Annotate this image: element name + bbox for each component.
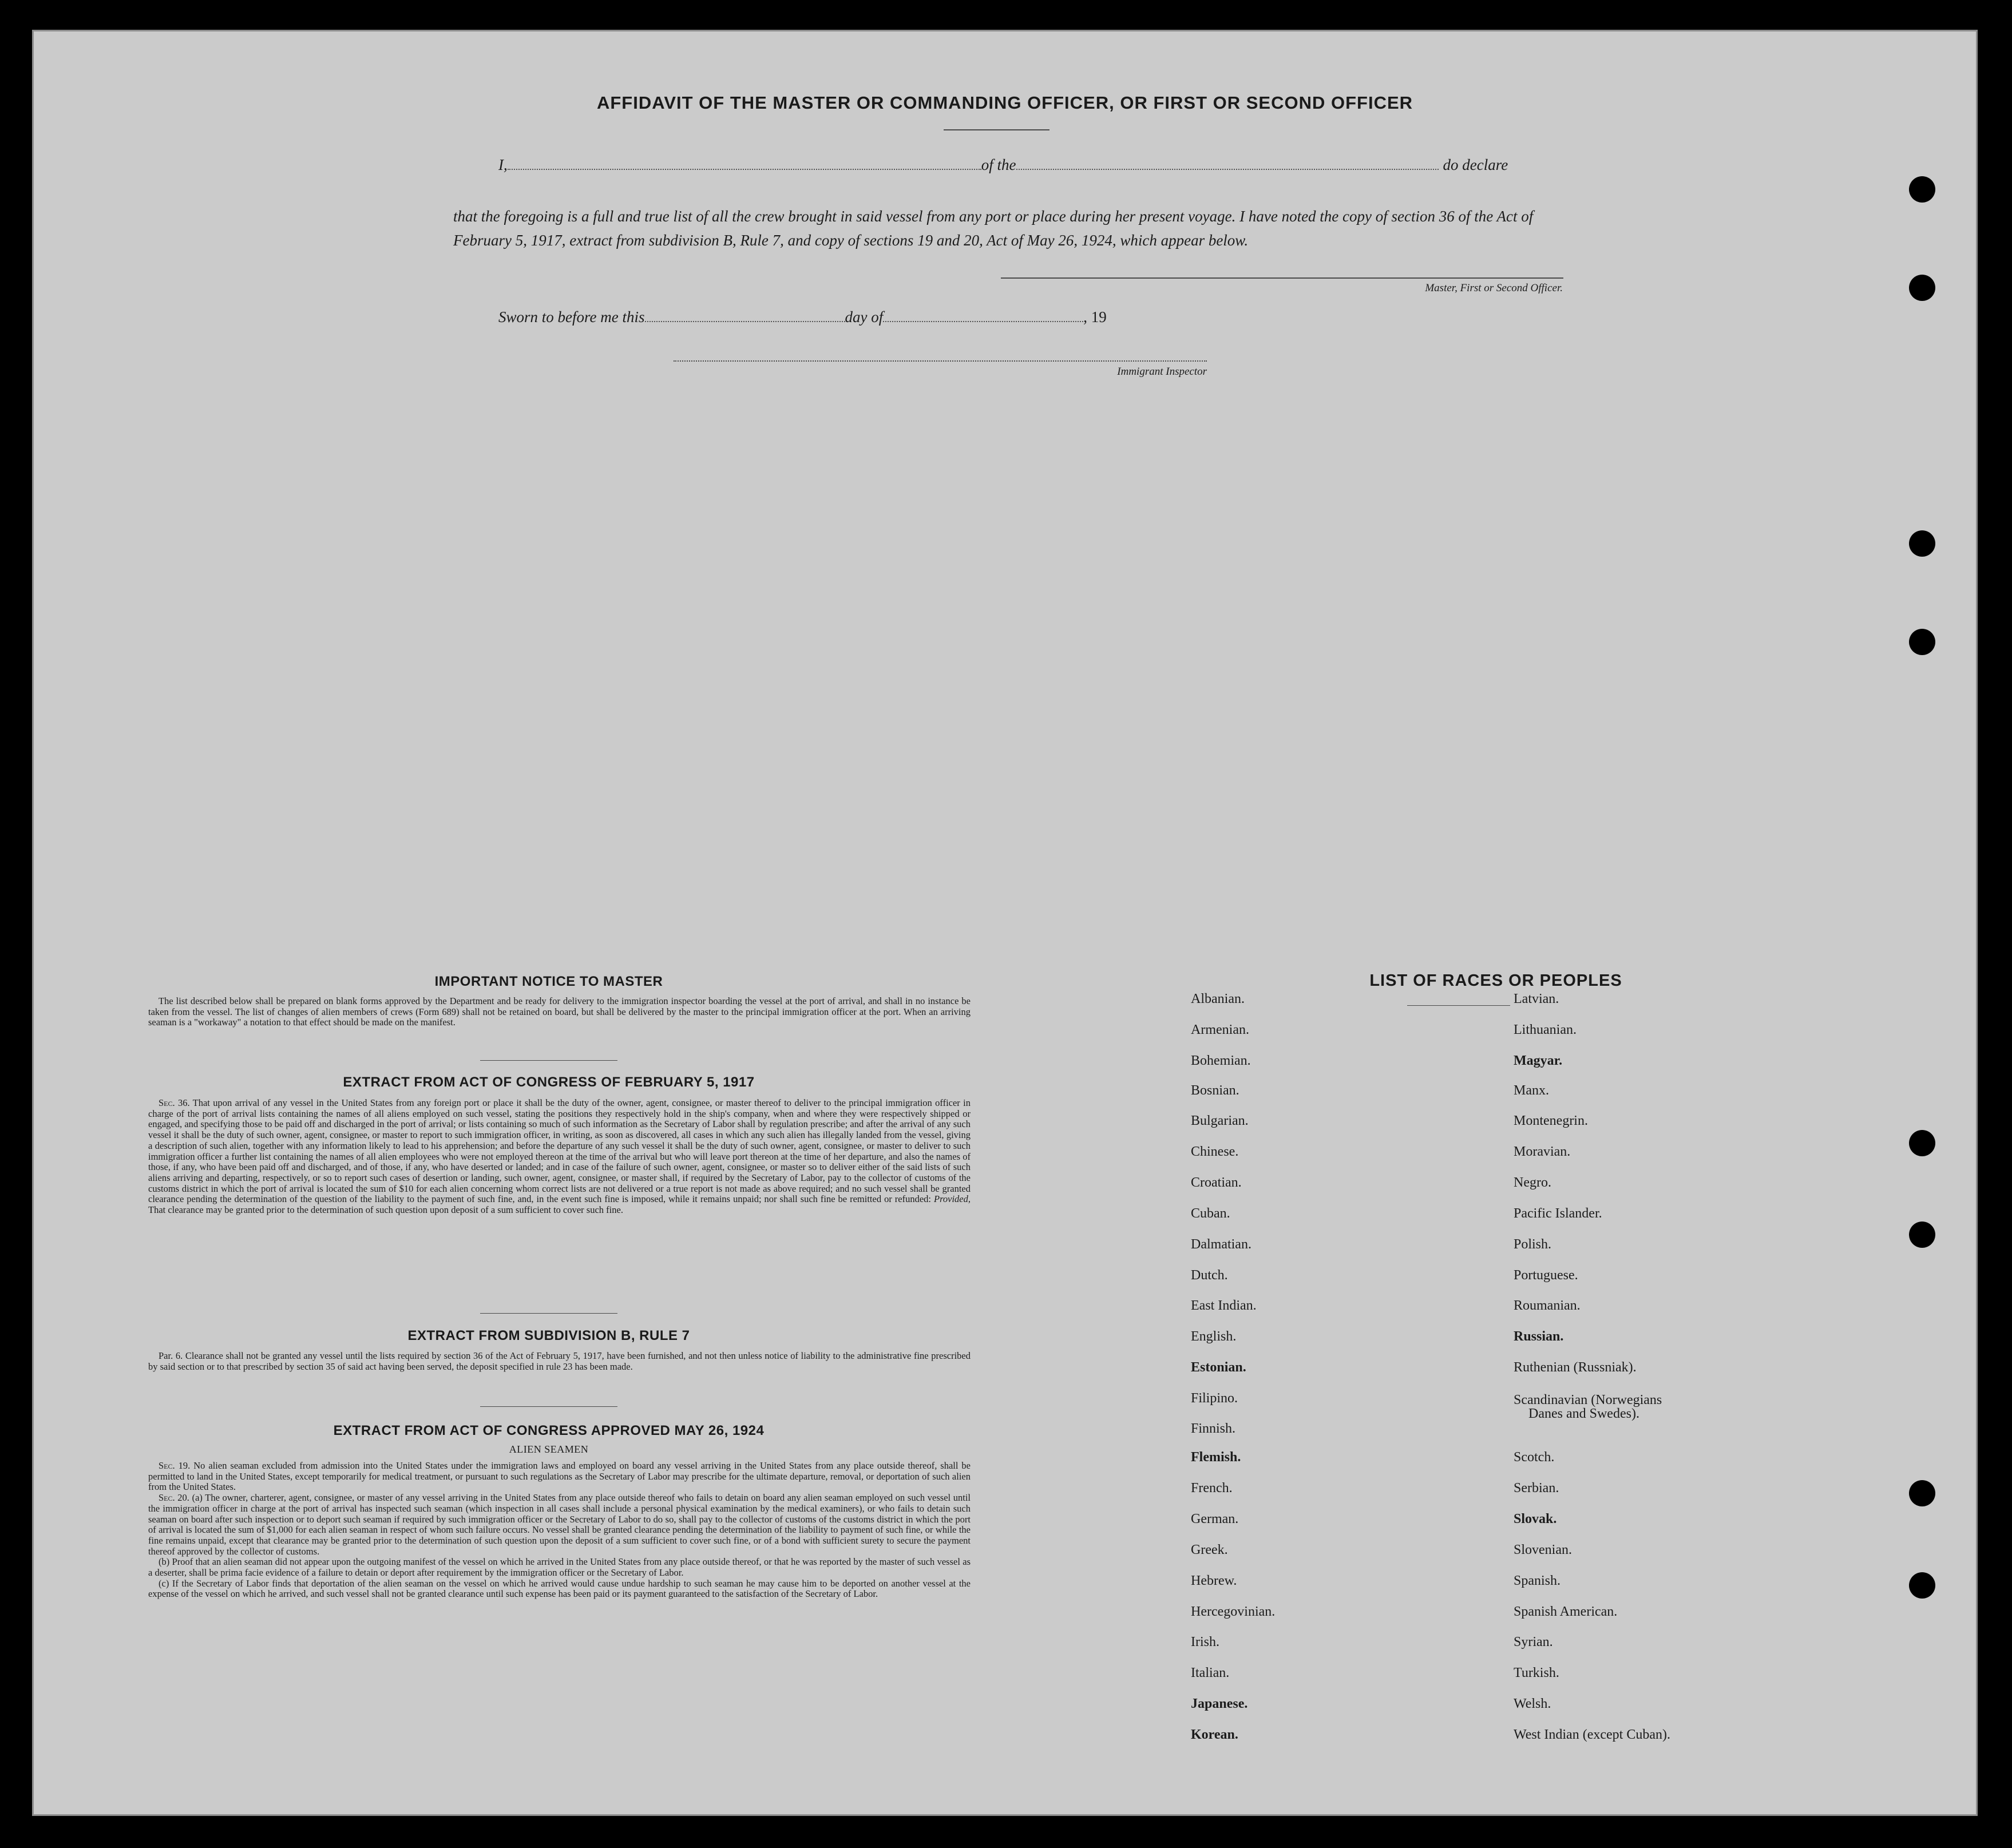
race-item: Roumanian. [1514, 1298, 1581, 1313]
sworn-day-field[interactable] [645, 310, 845, 322]
race-item: Irish. [1191, 1635, 1219, 1649]
race-item: Slovak. [1514, 1512, 1557, 1526]
race-item: Bosnian. [1191, 1083, 1239, 1098]
race-item: West Indian (except Cuban). [1514, 1727, 1670, 1742]
race-item: Flemish. [1191, 1450, 1241, 1465]
title-divider [944, 129, 1049, 130]
binder-hole [1909, 1572, 1935, 1599]
inspector-signature-line[interactable] [674, 360, 1207, 362]
race-item: English. [1191, 1329, 1237, 1344]
race-item: Turkish. [1514, 1665, 1559, 1680]
extract-1917-title: EXTRACT FROM ACT OF CONGRESS OF FEBRUARY 5, 1917 [343, 1074, 755, 1090]
race-item: Danes and Swedes). [1528, 1406, 1639, 1421]
race-item: Korean. [1191, 1727, 1238, 1742]
race-item: Pacific Islander. [1514, 1206, 1602, 1221]
binder-hole [1909, 1480, 1935, 1506]
race-item: Filipino. [1191, 1391, 1238, 1406]
master-signature-caption: Master, First or Second Officer. [1425, 282, 1563, 294]
race-item: Hebrew. [1191, 1573, 1237, 1588]
race-item: Syrian. [1514, 1635, 1553, 1649]
extract-1917-text [148, 1098, 971, 1216]
section-20c-text: (c) If the Secretary of Labor finds that deportation of the alien seaman on the vessel on which he arrived would cause undue hardship to such seaman he may cause him to be deported on another vessel at the expense of the vessel on which he arrived, and such vessel shall not be granted clearance until such expense has been paid or its payment guaranteed to the satisfaction of the Secretary of Labor. [148, 1577, 971, 1600]
master-signature-line[interactable] [1001, 277, 1563, 279]
race-item: Croatian. [1191, 1175, 1242, 1190]
notice-title: IMPORTANT NOTICE TO MASTER [434, 974, 663, 989]
race-item: Scandinavian (Norwegians [1514, 1393, 1662, 1407]
section-label: Sec. 20. [159, 1492, 189, 1504]
affidavit-i-label: I, [498, 156, 508, 173]
races-title: LIST OF RACES OR PEOPLES [1369, 971, 1622, 990]
race-item: Moravian. [1514, 1144, 1571, 1159]
binder-hole [1909, 275, 1935, 301]
year-label: , 19 [1083, 308, 1107, 326]
sworn-label: Sworn to before me this [498, 308, 645, 326]
binder-hole [1909, 1130, 1935, 1156]
binder-hole [1909, 176, 1935, 203]
binder-hole [1909, 1222, 1935, 1248]
race-item: Dutch. [1191, 1268, 1228, 1283]
race-item: Polish. [1514, 1237, 1552, 1252]
divider [480, 1406, 617, 1407]
divider [1407, 1005, 1510, 1006]
race-item: Cuban. [1191, 1206, 1230, 1221]
race-item: Serbian. [1514, 1481, 1559, 1496]
binder-hole [1909, 530, 1935, 557]
affidavit-title: AFFIDAVIT OF THE MASTER OR COMMANDING OFFICER, OR FIRST OR SECOND OFFICER [596, 93, 1413, 113]
race-item: Portuguese. [1514, 1268, 1578, 1283]
race-item: Spanish American. [1514, 1604, 1618, 1619]
race-item: Hercegovinian. [1191, 1604, 1276, 1619]
notice-text [148, 996, 971, 1028]
extract-1924-title: EXTRACT FROM ACT OF CONGRESS APPROVED MAY 26, 1924 [333, 1423, 765, 1438]
alien-seamen-subtitle: ALIEN SEAMEN [509, 1443, 589, 1455]
race-item: Dalmatian. [1191, 1237, 1251, 1252]
sworn-line [498, 308, 1107, 326]
race-item: Welsh. [1514, 1696, 1551, 1711]
extract-1924-text [148, 1461, 971, 1600]
section-label: Sec. 19. [159, 1460, 191, 1471]
race-item: Bulgarian. [1191, 1113, 1249, 1128]
section-19-text: No alien seaman excluded from admission into the United States under the immigration laws and employed on board any vessel arriving in the United States from any place outside thereof, shall be permitted to land in the United States, except temporarily for medical treatment, or pursuant to such regulations as the Secretary of Labor may prescribe for the ultimate departure, removal, or deportation of such alien from the United States. [148, 1460, 971, 1493]
race-item: Russian. [1514, 1329, 1564, 1344]
race-item: Estonian. [1191, 1360, 1246, 1375]
race-item: Finnish. [1191, 1421, 1236, 1436]
race-item: East Indian. [1191, 1298, 1257, 1313]
binder-hole [1909, 629, 1935, 655]
master-name-field[interactable] [508, 157, 981, 170]
race-item: German. [1191, 1512, 1239, 1526]
day-of-label: day of [845, 308, 884, 326]
inspector-caption: Immigrant Inspector [1117, 366, 1207, 378]
race-item: Ruthenian (Russniak). [1514, 1360, 1637, 1375]
race-item: Slovenian. [1514, 1542, 1572, 1557]
race-item: Montenegrin. [1514, 1113, 1588, 1128]
sworn-month-field[interactable] [883, 310, 1083, 322]
affidavit-declare-label: do declare [1443, 156, 1508, 173]
race-item: Latvian. [1514, 992, 1559, 1006]
document-sheet [32, 30, 1978, 1816]
divider [480, 1313, 617, 1314]
race-item: Chinese. [1191, 1144, 1239, 1159]
race-item: Greek. [1191, 1542, 1228, 1557]
vessel-name-field[interactable] [1016, 157, 1439, 170]
race-item: Lithuanian. [1514, 1022, 1577, 1037]
race-item: French. [1191, 1481, 1233, 1496]
provided-label: Provided, [934, 1193, 971, 1205]
race-item: Negro. [1514, 1175, 1551, 1190]
affidavit-declaration-line [498, 156, 1508, 174]
extract-rule7-text [148, 1351, 971, 1372]
race-item: Japanese. [1191, 1696, 1248, 1711]
section-20b-text: (b) Proof that an alien seaman did not appear upon the outgoing manifest of the vessel on which he arrived in the United States from any place outside thereof, or that he was reported by the master of such vessel as a deserter, shall be prima facie evidence of a failure to detain or deport after requirement by the immigration officer or the Secretary of Labor. [148, 1556, 971, 1579]
divider [480, 1060, 617, 1061]
rule7-paragraph: Par. 6. Clearance shall not be granted any vessel until the lists required by section 36 of the Act of February 5, 1917, have been furnished, and not then unless notice of liability to the administrative fine prescribed by said section or to that prescribed by section 35 of said act having been served, the deposit specified in rule 23 has been made. [148, 1350, 971, 1372]
affidavit-body: that the foregoing is a full and true list of all the crew brought in said vessel from any port or place during her present voyage. I have noted the copy of section 36 of the Act of February 5, 1917, extract from subdivision B, Rule 7, and copy of sections 19 and 20, Act of May 26, 1924, which appear below. [453, 208, 1534, 249]
extract-rule7-title: EXTRACT FROM SUBDIVISION B, RULE 7 [407, 1328, 690, 1343]
section-20a-text: (a) The owner, charterer, agent, consignee, or master of any vessel arriving in the United States from any place outside thereof who fails to detain on board any alien seaman employed on such vessel until the immigration officer in charge at the port of arrival has inspected such seaman (which inspection in all cases shall include a personal physical examination by the medical examiners), or who fails to detain such seaman on board after such inspection or to deport such seaman if required by such immigration officer or the Secretary of Labor to do so, shall pay to the collector of customs of the customs district in which the port of arrival is located the sum of $1,000 for each alien seaman in respect of whom such failure occurs. No vessel shall be granted clearance pending the determination of the liability to payment of such fine, or while the fine remains unpaid, except that clearance may be granted prior to the determination of such question upon the deposit of a sum sufficient to cover such fine, or of a bond with sufficient surety to secure the payment thereof approved by the collector of customs. [148, 1492, 971, 1557]
race-item: Bohemian. [1191, 1053, 1251, 1068]
race-item: Magyar. [1514, 1053, 1563, 1068]
race-item: Manx. [1514, 1083, 1549, 1098]
notice-paragraph: The list described below shall be prepared on blank forms approved by the Department and be ready for delivery to the immigration inspector boarding the vessel at the port of arrival, and shall in no instance be taken from the vessel. The list of changes of alien members of crews (Form 689) shall not be retained on board, but shall be delivered by the master to the principal immigration officer at the port. When an arriving seaman is a "workaway" a notation to that effect should be made on the manifest. [148, 996, 971, 1028]
race-item: Armenian. [1191, 1022, 1249, 1037]
section-label: Sec. 36. [159, 1097, 190, 1108]
section-36-text-end: That clearance may be granted prior to the determination of such question upon deposit of a sum sufficient to cover such fine. [148, 1204, 623, 1216]
race-item: Spanish. [1514, 1573, 1561, 1588]
affidavit-of-the-label: of the [981, 156, 1016, 173]
section-36-text: That upon arrival of any vessel in the United States from any foreign port or place it shall be the duty of the owner, agent, consignee, or master thereof to deliver to the principal immigration officer in charge of the port of arrival lists containing the names of all aliens employed on such vessel, stating the positions they respectively hold in the ship's company, when and where they were respectively shipped or engaged, and specifying those to be paid off and discharged in the port of arrival; or lists containing so much of such information as the Secretary of Labor shall by regulation prescribe; and after the arrival of any such vessel it shall be the duty of such owner, agent, consignee, or master to report to such immigration officer, in writing, as soon as discovered, all cases in which any such alien has illegally landed from the vessel, giving a description of such alien, together with any information likely to lead to his apprehension; and before the departure of any such vessel it shall be the duty of such owner, agent, consignee, or master to deliver to such immigration officer a further list containing the names of all alien employees who were not employed thereon at the time of the arrival but who will leave port thereon at the time of her departure, and also the names of those, if any, who have been paid off and discharged, and of those, if any, who have deserted or landed; and in case of the failure of such owner, agent, consignee, or master so to deliver either of the said lists of such aliens arriving and departing, respectively, or so to report such cases of desertion or landing, such owner, agent, consignee, or master shall, if required by the Secretary of Labor, pay to the collector of customs of the customs district in which the port of arrival is located the sum of $10 for each alien concerning whom correct lists are not delivered or a true report is not made as above required; and no such vessel shall be granted clearance pending the determination of the question of the liability to the payment of such fine, and, in the event such fine is imposed, while it remains unpaid; nor shall such fine be remitted or refunded: [148, 1097, 971, 1205]
race-item: Scotch. [1514, 1450, 1555, 1465]
race-item: Italian. [1191, 1665, 1230, 1680]
race-item: Albanian. [1191, 992, 1245, 1006]
